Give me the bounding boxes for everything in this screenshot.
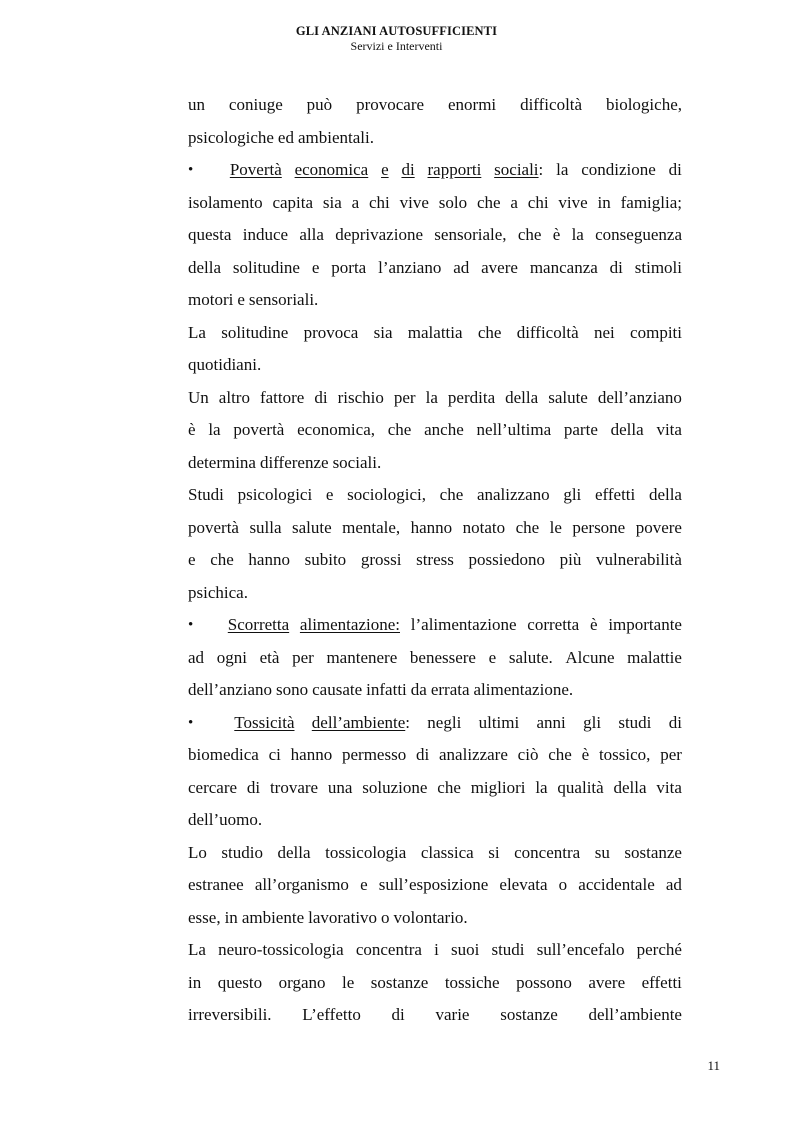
word: malattia [407,322,463,342]
word: sostanze [370,972,429,992]
word: hanno [290,745,333,764]
word: analizzano [476,485,550,504]
text-line [188,837,682,870]
text-line [188,317,682,350]
word: cercare [188,777,238,797]
word: a [351,192,360,212]
word: condizione [581,160,656,179]
word: sociali. [332,452,382,472]
word: volontario. [393,907,468,927]
text-line [188,284,682,317]
word: rischio [337,387,384,407]
word: stress [416,550,454,569]
word: ci [268,745,281,764]
word: persone [572,517,626,537]
word: di [609,257,623,277]
word: solitudine [221,322,289,342]
word: la [425,387,438,407]
word: della [505,387,539,407]
word: importante [608,615,682,634]
word: biologiche, [605,95,682,114]
word: enormi [447,95,497,114]
word: sensoriale, [434,225,507,244]
word: o [381,907,390,927]
word: deprivazione [335,225,423,244]
word: di [415,745,430,764]
word: dell’ambiente [311,712,406,732]
bullet-icon: • [188,162,194,178]
word: la [535,777,548,797]
word: vulnerabilità [596,550,682,569]
word: organo [278,972,326,992]
word: ad [453,257,470,277]
word: che [515,517,540,537]
word: psicologiche [188,127,274,147]
word: coniuge [228,95,283,114]
word: permesso [341,745,407,764]
text-line [188,772,682,805]
text-line [188,967,682,1000]
word: chi [369,192,390,212]
word: della [648,485,682,504]
word: isolamento [188,192,263,212]
word: economica, [297,420,375,439]
word: nell’ultima [476,420,552,439]
word: avere [481,257,518,277]
word: ambiente [241,907,305,927]
word: di [668,160,682,179]
word: solitudine [232,257,300,277]
word: di [668,712,682,732]
word: che [476,192,501,212]
word: economica [294,160,369,179]
word: sociologici, [347,485,426,504]
word: che [439,485,464,504]
word: perché [636,940,682,959]
word: difficoltà [516,322,579,342]
word: altro [218,387,250,407]
text-line [188,804,682,837]
word: soluzione [362,777,428,797]
word: stimoli [634,257,682,277]
word: povere [635,517,682,537]
word: in [188,972,202,992]
word: sociali [494,160,539,179]
word: Un [188,387,209,407]
word: determina [188,452,256,472]
word: e [488,647,497,667]
word: sostanze [624,842,682,862]
word: Povertà [229,160,282,179]
word: neuro-tossicologia [218,940,344,959]
word: malattie [627,647,682,667]
text-line [188,187,682,220]
word: un [188,95,205,114]
word: sono [276,680,309,699]
word: studi [491,940,525,959]
word: hanno [410,517,453,537]
word: ambientali. [297,127,374,147]
word: che [437,777,461,797]
word: sull’esposizione [378,875,489,894]
word: e [381,160,389,179]
word: ultimi [478,712,520,732]
word: che [517,225,542,244]
word: qualità [557,777,604,797]
header-subtitle: Servizi e Interventi [350,39,443,53]
word: dell’anziano [597,387,682,407]
word: l’anziano [378,257,442,277]
word: ogni [216,647,247,667]
word: da [410,680,427,699]
text-line [188,609,682,642]
text-line [188,512,682,545]
word: psicologici [237,485,313,504]
word: ad [665,875,682,894]
word: dell’ambiente [588,1005,682,1024]
word: ciò [517,745,539,764]
word: tossiche [444,972,500,992]
word: sull’encefalo [536,940,625,959]
word: notato [462,517,506,537]
word: che [477,322,502,342]
word: La [188,322,206,342]
word: su [594,842,610,862]
word: esse, [188,907,221,927]
word-group [494,154,543,187]
word: la [556,160,569,179]
word: salute [548,387,588,407]
word: provoca [303,322,359,342]
word: ed [277,127,294,147]
bullet-icon: • [188,617,194,633]
word: dell’uomo. [188,810,263,829]
word: lavorativo [308,907,378,927]
word: Scorretta [227,615,290,634]
word: di [246,777,261,797]
word: Studi [188,485,224,504]
word: o [558,875,568,894]
word: in [224,907,238,927]
text-line [188,577,682,610]
word: la [571,225,584,244]
word: gli [583,712,602,732]
word: povertà [233,420,285,439]
word: possono [516,972,572,992]
word: induce [242,225,289,244]
word: perdita [447,387,496,407]
word: negli [427,712,462,732]
text-line [188,252,682,285]
running-header [0,24,793,53]
word: vita [656,420,682,439]
word: alimentazione. [473,680,574,699]
word: provocare [356,95,425,114]
word: che [387,420,412,439]
word: grossi [360,550,402,569]
word: i [434,940,439,959]
word: psichica. [188,582,248,602]
word: ad [188,647,205,667]
word: sia [373,322,393,342]
text-line [188,154,682,187]
word: e [237,290,245,309]
word: è [589,615,598,634]
word: analizzare [439,745,508,764]
word: migliori [470,777,526,797]
word-group [312,707,410,740]
word: mantenere [326,647,398,667]
punctuation: : [538,160,544,179]
punctuation: : [405,712,410,732]
word: elevata [499,875,548,894]
word: nei [593,322,615,342]
word: conseguenza [595,225,682,244]
word: è [581,745,590,764]
word: all’organismo [254,875,349,894]
text-line [188,479,682,512]
word: è [188,420,196,439]
bullet-icon: • [188,714,194,731]
word: irreversibili. [188,1005,272,1024]
word: che [210,550,234,569]
text-line [188,219,682,252]
word: tossicologia [325,842,407,862]
word: e [188,550,196,569]
word: biomedica [188,745,259,764]
word: sia [322,192,342,212]
word: suoi [450,940,480,959]
word: anche [424,420,464,439]
word: effetti [594,485,636,504]
word: Alcune [565,647,615,667]
word: questo [217,972,263,992]
word: può [306,95,333,114]
text-line [188,739,682,772]
word: parte [563,420,598,439]
word: estranee [188,875,244,894]
text-line [188,349,682,382]
word: in [597,192,611,212]
word: errata [430,680,470,699]
word: causate [312,680,363,699]
word: tossico, [598,745,651,764]
page-number: 11 [707,1058,720,1073]
word: per [292,647,314,667]
word: alla [299,225,324,244]
word: questa [188,225,232,244]
word: trovare [269,777,319,797]
word: vive [558,192,588,212]
word: a [510,192,518,212]
word: la [208,420,221,439]
word: avere [588,972,626,992]
text-line [188,869,682,902]
word: effetti [641,972,682,992]
word: chi [527,192,549,212]
word: solo [438,192,468,212]
word: una [327,777,353,797]
word: di [314,387,328,407]
word: motori [188,290,234,309]
word: anni [536,712,566,732]
word: della [277,842,311,862]
word: difficoltà [520,95,583,114]
text-line [188,674,682,707]
text-line [188,122,682,155]
body-text [188,89,682,1032]
word: concentra [355,940,422,959]
word: le [549,517,562,537]
word: dell’anziano [188,680,273,699]
text-line [188,414,682,447]
word: concentra [514,842,581,862]
word: e [325,485,334,504]
word: benessere [409,647,476,667]
word: età [259,647,280,667]
word: che [548,745,572,764]
text-line [188,707,682,740]
word: Tossicità [234,712,295,732]
word: sulla [249,517,282,537]
text-line [188,902,682,935]
word: quotidiani. [188,355,262,374]
word: compiti [630,322,682,342]
word: della [188,257,222,277]
word: salute. [508,647,553,667]
text-line [188,999,682,1032]
text-line [188,934,682,967]
text-line [188,382,682,415]
word: sensoriali. [248,290,319,309]
word: e [311,257,320,277]
word: vive [399,192,429,212]
word: corretta [527,615,580,634]
word: studi [618,712,652,732]
text-line [188,544,682,577]
word: si [488,842,500,862]
text-line [188,447,682,480]
word: porta [331,257,367,277]
word: sostanze [500,1005,558,1024]
word: di [401,160,415,179]
word: della [610,420,644,439]
word: famiglia; [620,192,682,212]
word: più [559,550,582,569]
word: per [660,745,682,764]
word: hanno [248,550,290,569]
word: alimentazione: [299,615,400,634]
word: è [552,225,561,244]
word: povertà [188,517,239,537]
word: classica [420,842,474,862]
word: le [341,972,355,992]
word: mancanza [529,257,598,277]
word: capita [272,192,314,212]
word: della [613,777,647,797]
word: e [360,875,368,894]
word: vita [656,777,682,797]
word: L’effetto [302,1005,361,1024]
word: di [391,1005,405,1024]
word: subito [304,550,347,569]
word: gli [563,485,582,504]
word: mentale, [342,517,401,537]
text-line [188,89,682,122]
word: varie [435,1005,470,1024]
word: per [393,387,416,407]
word: studio [221,842,263,862]
word: possiedono [468,550,545,569]
header-title: GLI ANZIANI AUTOSUFFICIENTI [295,24,498,38]
word: salute [292,517,332,537]
word: rapporti [427,160,482,179]
word: La [188,940,206,959]
word: infatti [366,680,407,699]
word: accidentale [578,875,655,894]
text-line [188,642,682,675]
word: differenze [259,452,329,472]
word: Lo [188,842,207,862]
word: l’alimentazione [410,615,517,634]
word: fattore [259,387,305,407]
